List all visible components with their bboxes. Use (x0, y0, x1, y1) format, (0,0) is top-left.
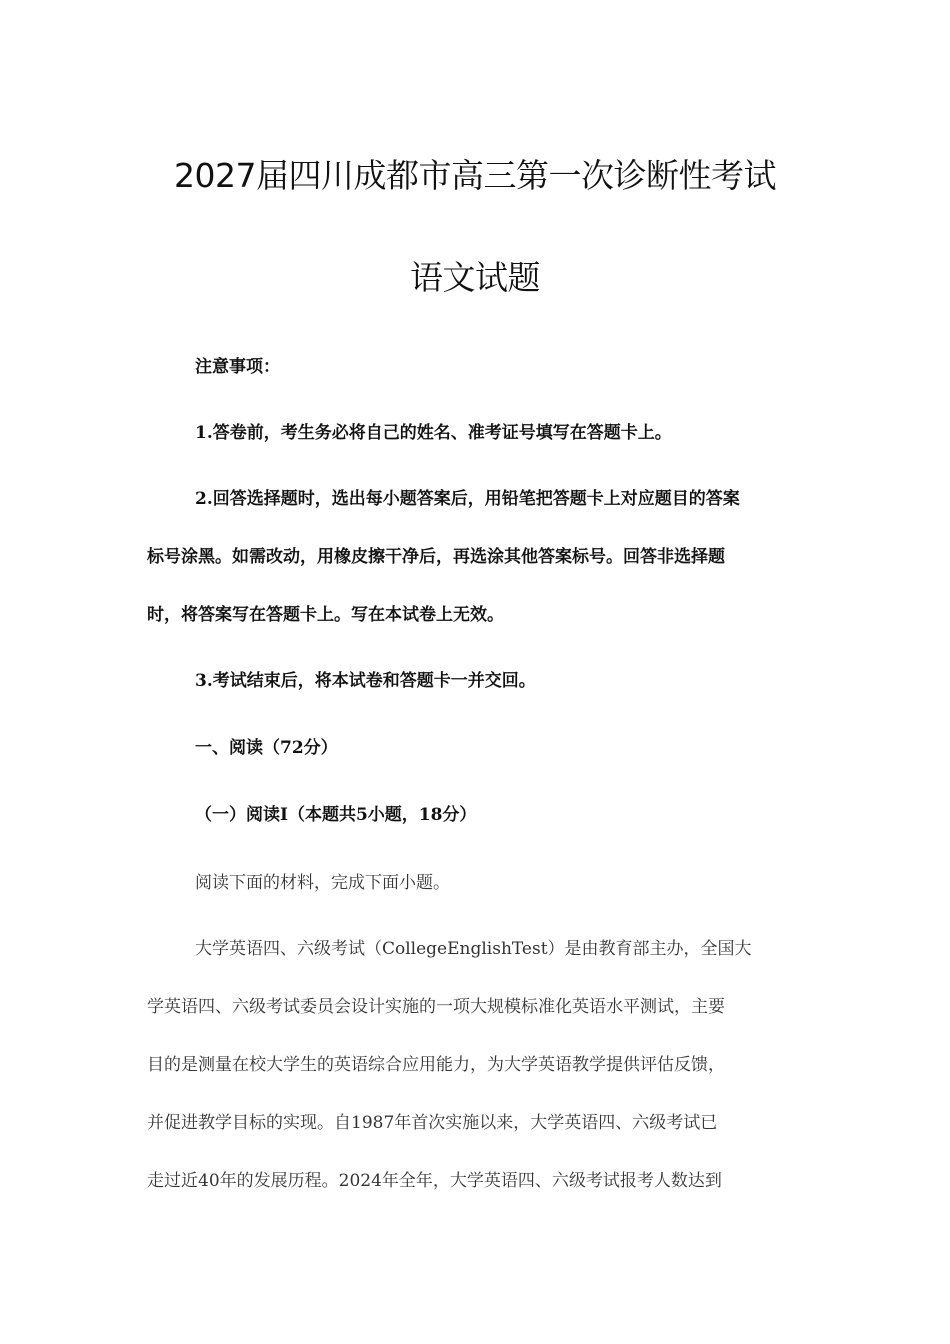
notice-item-2-line-1: 2.回答选择题时，选出每小题答案后，用铅笔把答题卡上对应题目的答案 (195, 489, 740, 509)
passage-line: 大学英语四、六级考试（CollegeEnglishTest）是由教育部主办，全国大 (195, 939, 752, 959)
section-heading: 一、阅读（72分） (195, 738, 338, 758)
notice-item-3: 3.考试结束后，将本试卷和答题卡一并交回。 (195, 671, 536, 691)
notice-heading: 注意事项： (195, 357, 280, 377)
passage-line: 并促进教学目标的实现。自1987年首次实施以来，大学英语四、六级考试已 (147, 1113, 718, 1133)
notice-item-2-line-3: 时，将答案写在答题卡上。写在本试卷上无效。 (147, 605, 504, 625)
exam-title: 2027届四川成都市高三第一次诊断性考试 (174, 156, 776, 195)
reading-instruction: 阅读下面的材料，完成下面小题。 (195, 873, 450, 893)
notice-item-2-line-2: 标号涂黑。如需改动，用橡皮擦干净后，再选涂其他答案标号。回答非选择题 (147, 547, 725, 567)
subsection-heading: （一）阅读Ⅰ（本题共5小题，18分） (195, 805, 477, 825)
passage-line: 目的是测量在校大学生的英语综合应用能力，为大学英语教学提供评估反馈， (147, 1055, 725, 1075)
notice-item-1: 1.答卷前，考生务必将自己的姓名、准考证号填写在答题卡上。 (195, 423, 672, 443)
passage-line: 学英语四、六级考试委员会设计实施的一项大规模标准化英语水平测试，主要 (147, 997, 725, 1017)
passage-line: 走过近40年的发展历程。2024年全年，大学英语四、六级考试报考人数达到 (147, 1171, 722, 1191)
exam-subject-title: 语文试题 (410, 258, 540, 297)
